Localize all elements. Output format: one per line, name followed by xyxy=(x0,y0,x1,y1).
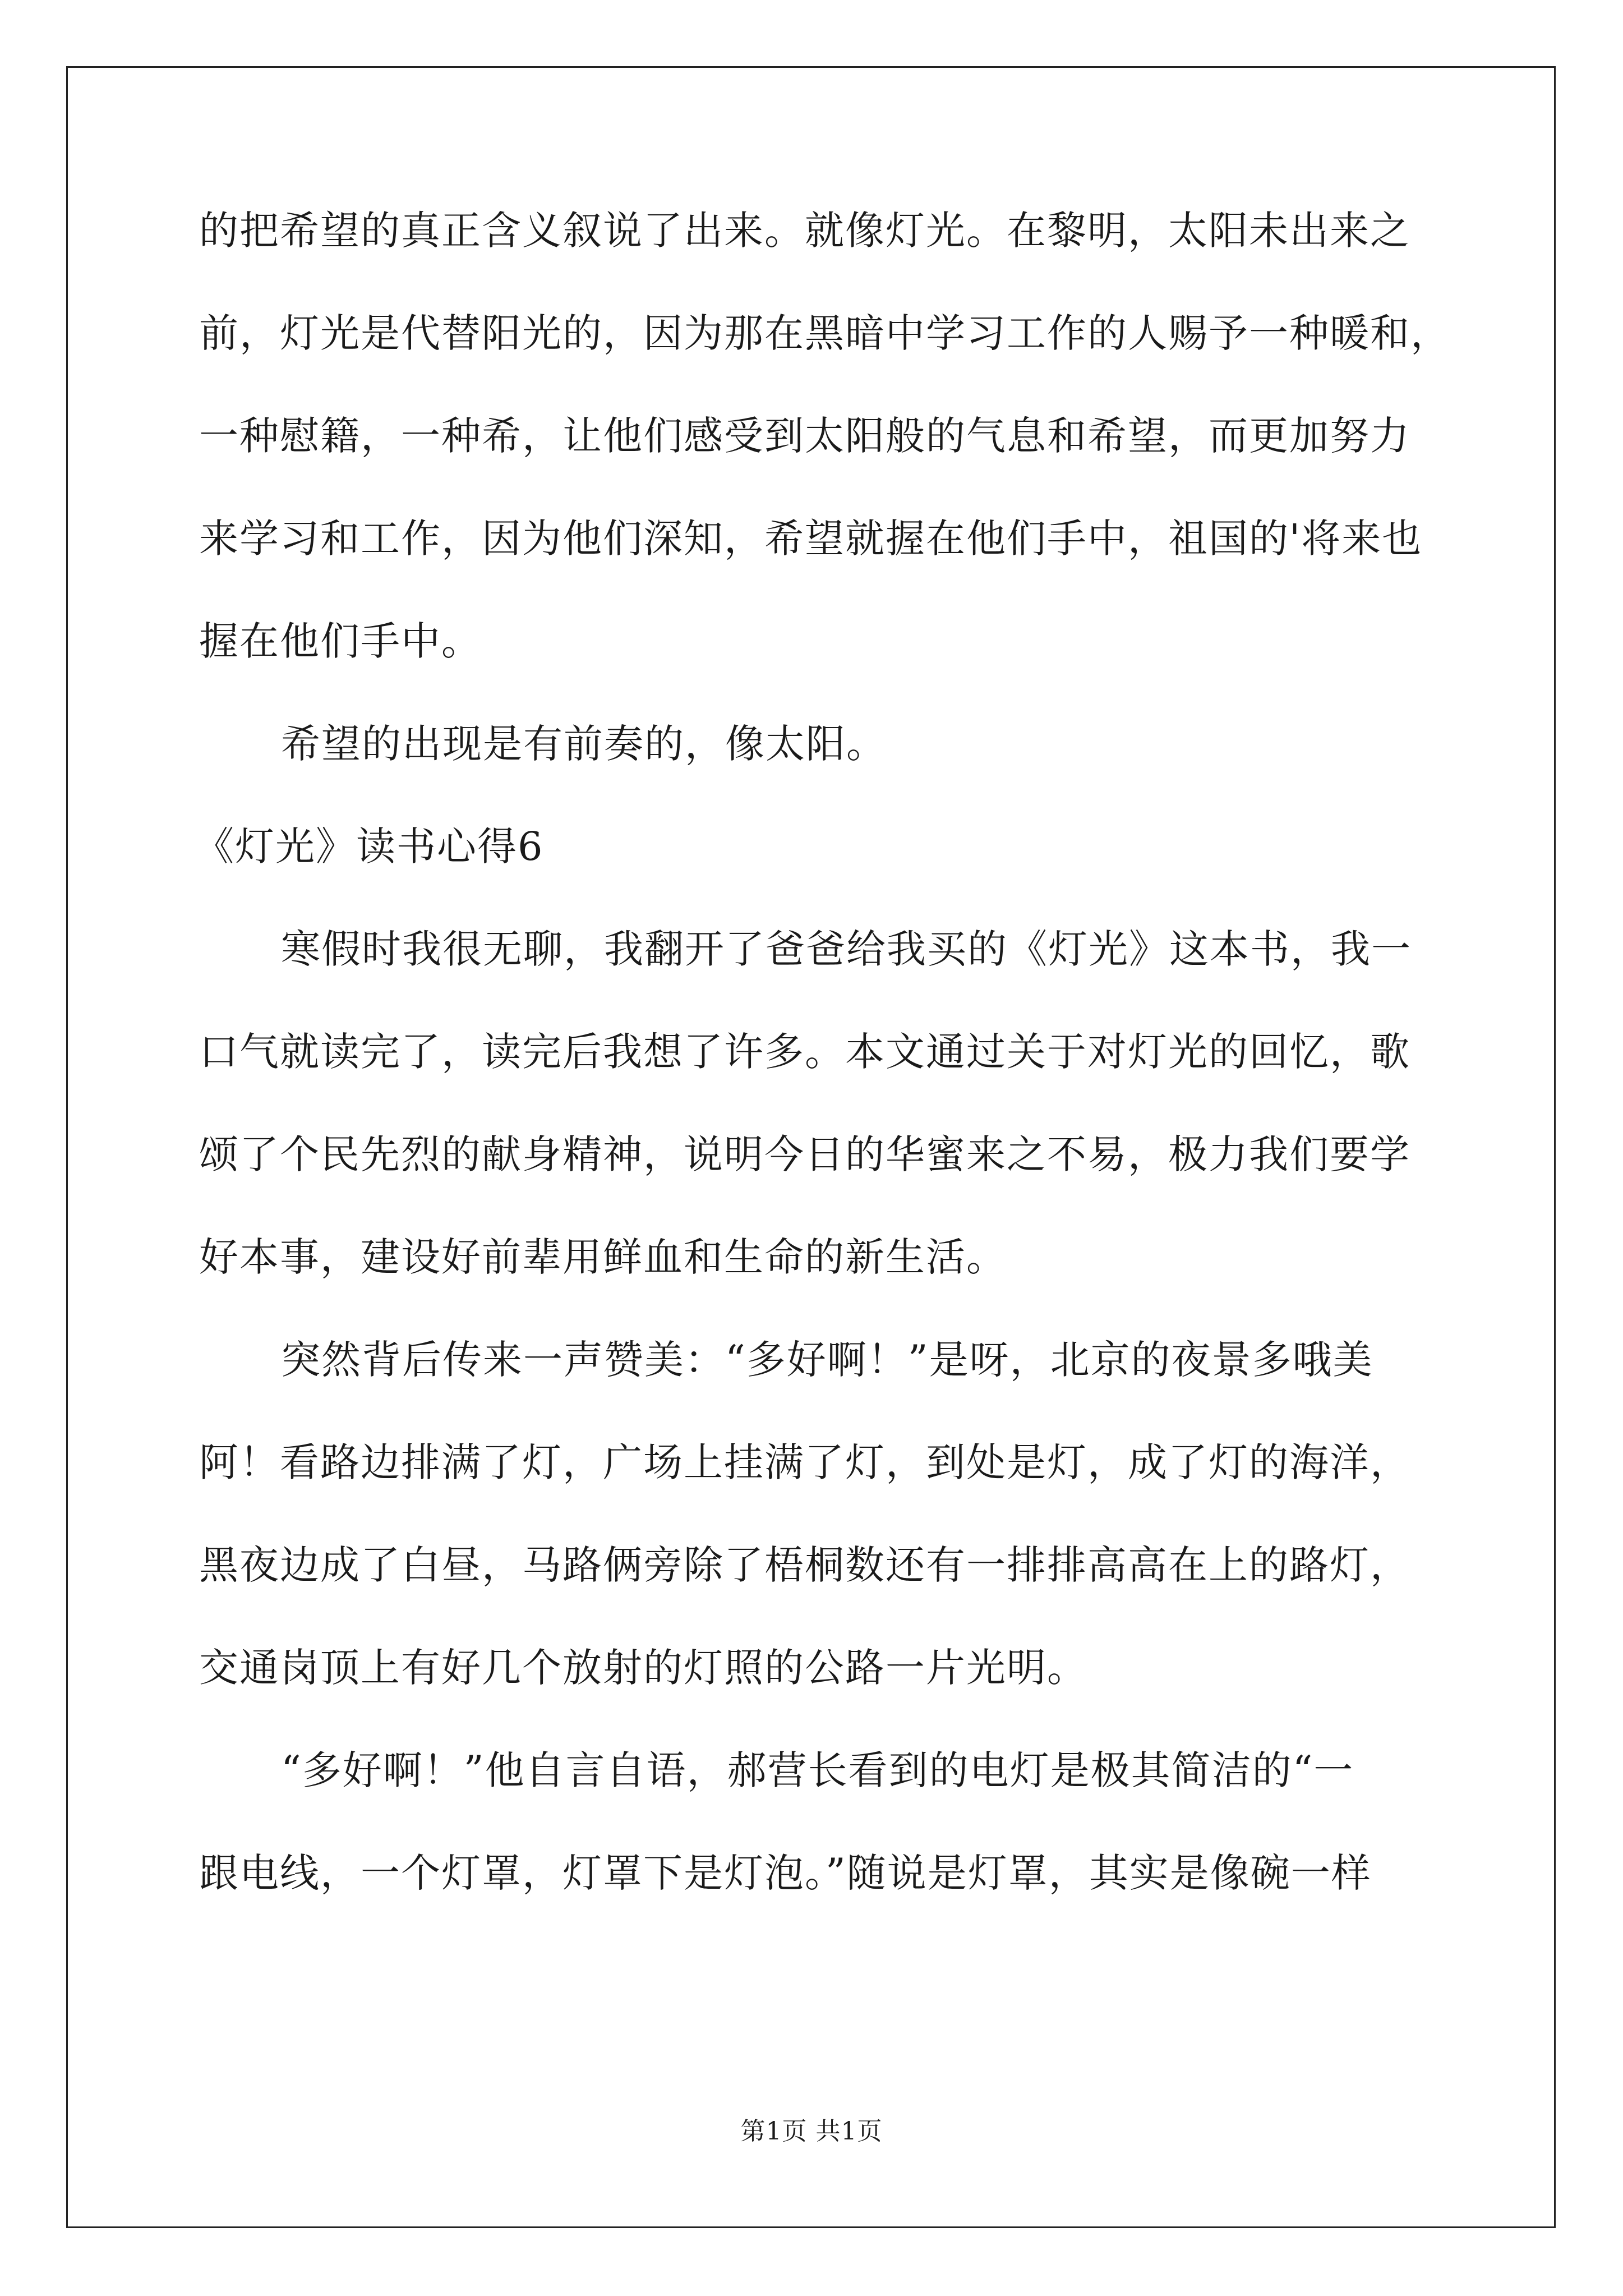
document-body xyxy=(195,208,1451,1953)
paragraph-start-line: 寒假时我很无聊，我翻开了爸爸给我买的《灯光》这本书，我一 xyxy=(281,926,1412,972)
paragraph-start-line: 希望的出现是有前奏的，像太阳。 xyxy=(281,721,887,767)
text-line: 颂了个民先烈的献身精神，说明今日的华蜜来之不易，极力我们要学 xyxy=(199,1131,1410,1177)
text-line: 跟电线，一个灯罩，灯罩下是灯泡。”随说是灯罩，其实是像碗一样 xyxy=(199,1850,1372,1896)
text-line: 前，灯光是代替阳光的，因为那在黑暗中学习工作的人赐予一种暖和， xyxy=(199,310,1451,356)
text-line: 握在他们手中。 xyxy=(199,618,482,664)
text-line: 交通岗顶上有好几个放射的灯照的公路一片光明。 xyxy=(199,1645,1087,1691)
text-line: 一种慰籍，一种希，让他们感受到太阳般的气息和希望，而更加努力 xyxy=(199,413,1410,459)
text-line: 来学习和工作，因为他们深知，希望就握在他们手中，祖国的'将来也 xyxy=(199,516,1423,562)
section-heading: 《灯光》读书心得6 xyxy=(195,823,544,869)
paragraph-start-line: “多好啊！”他自言自语，郝营长看到的电灯是极其简洁的“一 xyxy=(281,1747,1354,1793)
paragraph-start-line: 突然背后传来一声赞美：“多好啊！”是呀，北京的夜景多哦美 xyxy=(281,1337,1373,1383)
text-line: 好本事，建设好前辈用鲜血和生命的新生活。 xyxy=(199,1234,1007,1280)
text-line: 的把希望的真正含义叙说了出来。就像灯光。在黎明，太阳未出来之 xyxy=(199,208,1410,254)
text-line: 口气就读完了，读完后我想了许多。本文通过关于对灯光的回忆，歌 xyxy=(199,1029,1410,1075)
page-footer: 第1页 共1页 xyxy=(740,2117,883,2146)
text-line: 阿！看路边排满了灯，广场上挂满了灯，到处是灯，成了灯的海洋， xyxy=(199,1439,1410,1485)
text-line: 黑夜边成了白昼，马路俩旁除了梧桐数还有一排排高高在上的路灯， xyxy=(199,1542,1410,1588)
